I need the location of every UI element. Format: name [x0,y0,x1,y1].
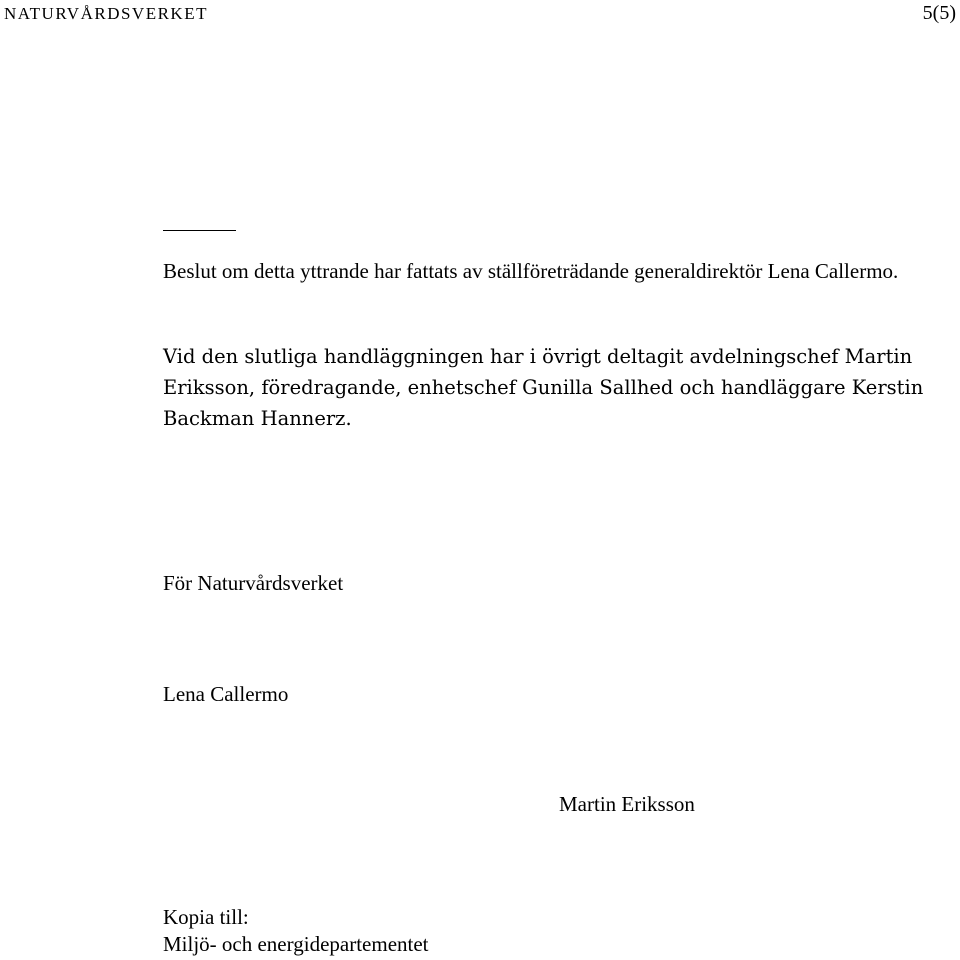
on-behalf-of-label: För Naturvårdsverket [163,571,344,595]
organization-header: NATURVÅRDSVERKET [4,4,208,23]
copy-recipient: Miljö- och energidepartementet [163,932,429,956]
decision-paragraph: Beslut om detta yttrande har fattats av ställföreträdande generaldirektör Lena Callermo. [163,259,899,283]
copy-label: Kopia till: [163,905,249,929]
presenter-name: Martin Eriksson [559,792,695,816]
divider-line [163,230,236,231]
signatory-name: Lena Callermo [163,682,289,706]
participants-paragraph: Vid den slutliga handläggningen har i övrigt deltagit avdelningschef Martin Eriksson, föredragande, enhetschef Gunilla Sallhed och handläggare Kerstin Backman Hannerz. [163,345,924,430]
page-number: 5(5) [922,2,956,24]
